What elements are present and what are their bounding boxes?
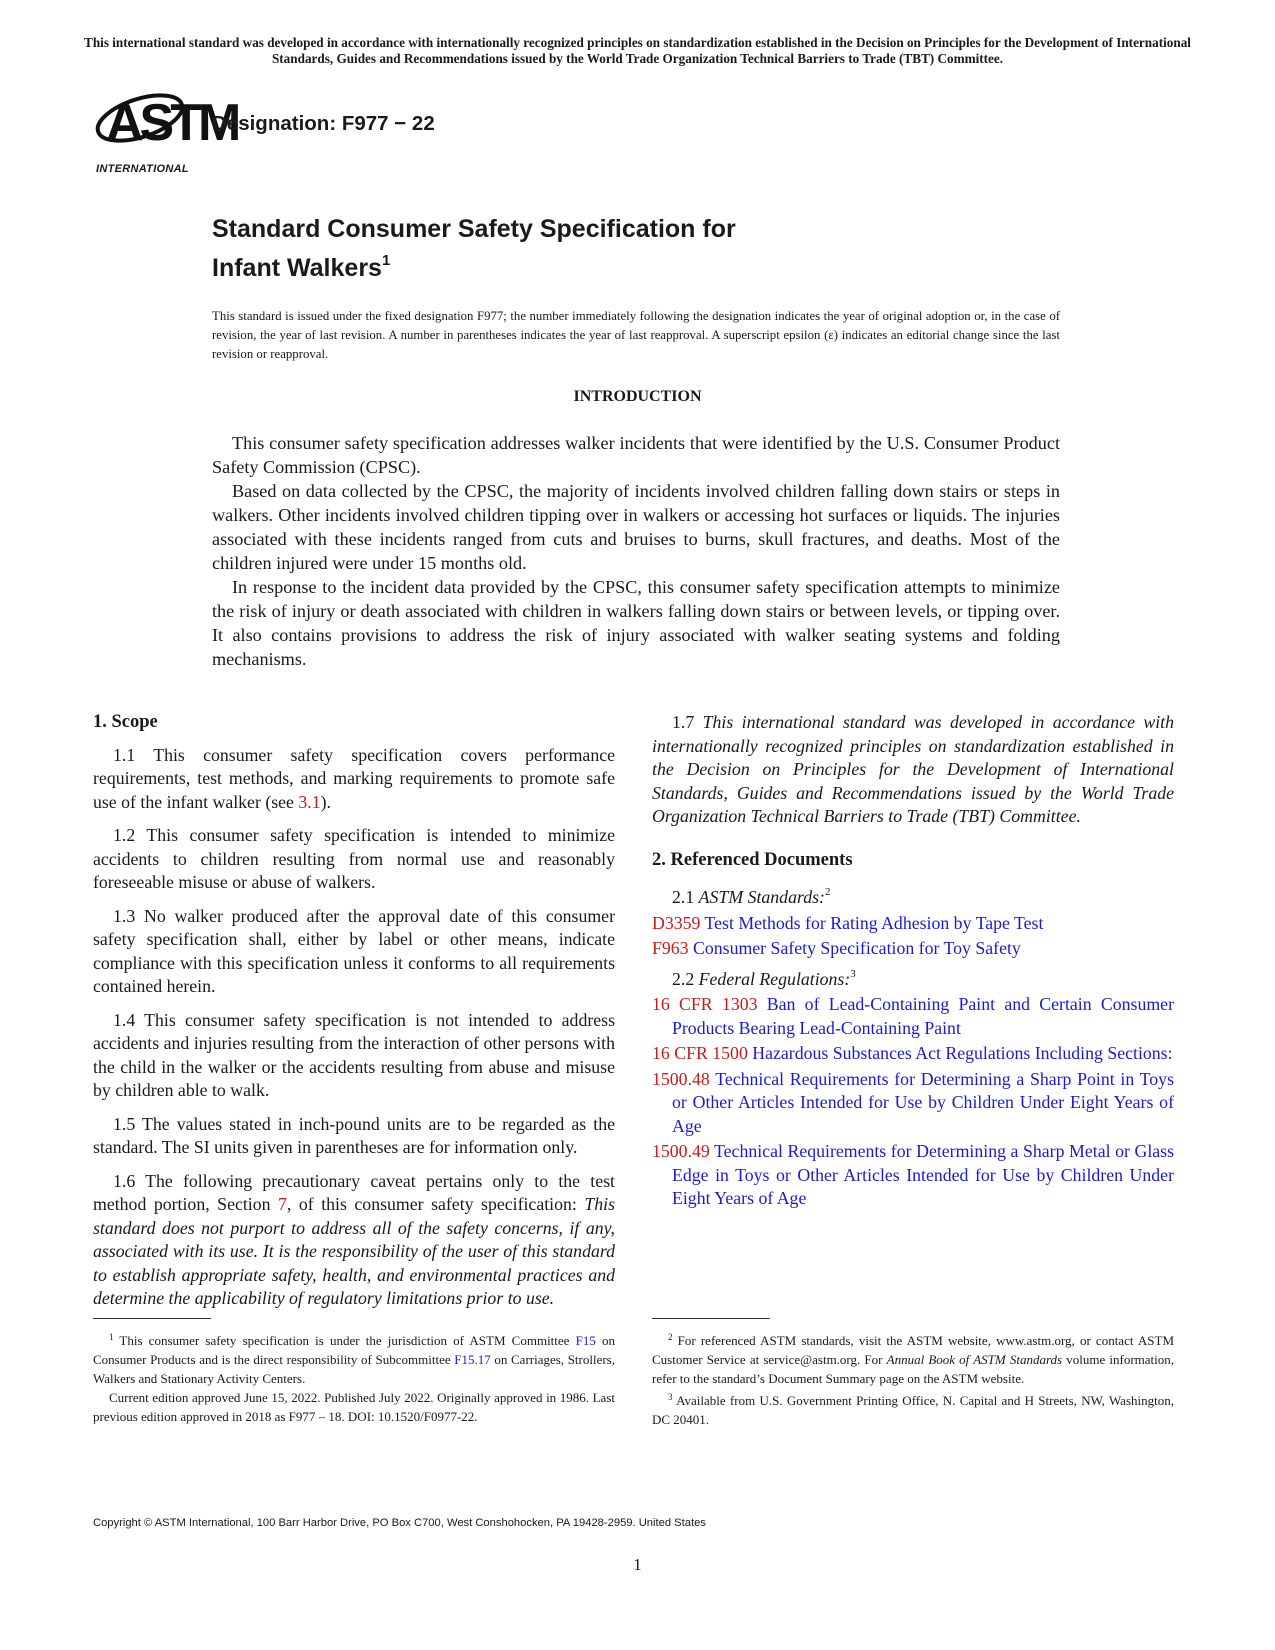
footnote-1: $^1$ This consumer safety specification is under the jurisdiction of ASTM Committee F15 on Consumer Products and is the direct responsibility of Subcommittee F15.17 on Carriages, Strollers, Walkers and Stationary Activity Centers.	[93, 1332, 615, 1386]
issued-note: This standard is issued under the fixed designation F977; the number immediately following the designation indicates the year of original adoption or, in the case of revision, the year of last revision. A number in parentheses indicates the year of last reapproval. A superscript epsilon (ε) indicates an editorial change since the last revision or reapproval.	[212, 309, 1060, 361]
ref-16cfr1303[interactable]: 16 CFR 1303 Ban of Lead-Containing Paint and Certain Consumer Products Bearing Lead-Containing Paint	[652, 994, 1174, 1038]
ref-1500-49[interactable]: 1500.49 Technical Requirements for Determining a Sharp Metal or Glass Edge in Toys or Other Articles Intended for Use by Children Under Eight Years of Age	[652, 1141, 1174, 1208]
scope-1-7: 1.7 This international standard was developed in accordance with internationally recognized principles on standardization established in the Decision on Principles for the Development of International Standards, Guides and Recommendations issued by the World Trade Organization Technical Barriers to Trade (TBT) Committee.	[652, 712, 1175, 826]
title-line-2: Infant Walkers$^1$	[212, 252, 391, 282]
footnote-rule-right	[652, 1318, 770, 1319]
footnote-2: $^2$ For referenced ASTM standards, visit the ASTM website, www.astm.org, or contact ASTM Customer Service at service@astm.org. For Annual Book of ASTM Standards volume information, refer to the standard’s Document Summary page on the ASTM website.	[652, 1332, 1174, 1386]
footnote-rule-left	[93, 1318, 211, 1319]
ref-16cfr1500[interactable]: 16 CFR 1500 Hazardous Substances Act Regulations Including Sections:	[652, 1043, 1173, 1063]
scope-1-6: 1.6 The following precautionary caveat pertains only to the test method portion, Section 7, of this consumer safety specification: This standard does not purport to address all of the safety concerns, if any, associated with its use. It is the responsibility of the user of this standard to establish appropriate safety, health, and environmental practices and determine the applicability of regulatory limitations prior to use.	[93, 1170, 615, 1308]
logo-letters: ASTM	[106, 94, 238, 152]
wto-notice: This international standard was developed in accordance with internationally recognized principles on standardization established in the Decision on Principles for the Development of International Standards, Guides and Recommendations issued by the World Trade Organization Technical Barriers to Trade (TBT) Committee.	[84, 35, 1191, 66]
scope-1-2: 1.2 This consumer safety specification is intended to minimize accidents to children resulting from normal use and reasonably foreseeable misuse or abuse of walkers.	[93, 825, 615, 892]
ref-1500-48[interactable]: 1500.48 Technical Requirements for Determining a Sharp Point in Toys or Other Articles Intended for Use by Children Under Eight Years of Age	[652, 1068, 1174, 1136]
ref-f963[interactable]: F963 Consumer Safety Specification for Toy Safety	[652, 938, 1021, 958]
scope-1-3: 1.3 No walker produced after the approval date of this consumer safety specification shall, either by label or other means, indicate compliance with this specification unless it conforms to all requirements contained herein.	[93, 905, 615, 996]
footnotes-left	[93, 1328, 615, 1426]
left-column	[93, 711, 615, 1321]
title-line-1: Standard Consumer Safety Specification for	[212, 215, 736, 243]
logo-caption: INTERNATIONAL	[96, 163, 189, 175]
federal-regulations-label: 2.2 Federal Regulations:$^3$	[672, 967, 856, 989]
footnote-1-edition: Current edition approved June 15, 2022. Published July 2022. Originally approved in 1986. Last previous edition approved in 2018 as F977 – 18. DOI: 10.1520/F0977-22.	[93, 1390, 615, 1424]
section-7-link[interactable]: 7	[278, 1194, 287, 1214]
introduction-heading: INTRODUCTION	[573, 388, 702, 405]
title-footnote-mark: 1	[381, 252, 391, 269]
intro-paragraph-3: In response to the incident data provided by the CPSC, this consumer safety specification attempts to minimize the risk of injury or death associated with children in walkers falling down stairs or between levels, or tipping over. It also contains provisions to address the risk of injury associated with walker seating systems and folding mechanisms.	[212, 577, 1060, 669]
footnote-3: $^3$ Available from U.S. Government Printing Office, N. Capital and H Streets, NW, Washington, DC 20401.	[652, 1392, 1174, 1427]
scope-heading: 1. Scope	[93, 712, 158, 732]
intro-paragraph-1: This consumer safety specification addresses walker incidents that were identified by the U.S. Consumer Product Safety Commission (CPSC).	[212, 433, 1060, 477]
footnotes-right	[652, 1328, 1174, 1429]
astm-standards-label: 2.1 ASTM Standards:$^2$	[672, 886, 831, 907]
scope-1-5: 1.5 The values stated in inch-pound units are to be regarded as the standard. The SI units given in parentheses are for information only.	[93, 1113, 615, 1157]
f15-17-link[interactable]: F15.17	[454, 1352, 491, 1367]
ref-d3359[interactable]: D3359 Test Methods for Rating Adhesion by Tape Test	[652, 912, 1044, 933]
introduction-body	[212, 431, 1060, 671]
right-column	[652, 711, 1174, 1213]
page-title	[212, 214, 736, 284]
caveat-text: This standard does not purport to address all of the safety concerns, if any, associated with its use. It is the responsibility of the user of this standard to establish appropriate safety, health, and environmental practices and determine the applicability of regulatory limitations prior to use.	[93, 1194, 615, 1308]
f15-link[interactable]: F15	[575, 1333, 596, 1348]
referenced-heading: 2. Referenced Documents	[652, 849, 853, 870]
page-number: 1	[633, 1555, 642, 1574]
section-3-1-link[interactable]: 3.1	[298, 791, 321, 812]
scope-1-4: 1.4 This consumer safety specification is not intended to address accidents and injuries resulting from the interaction of other persons with the child in the walker or the accidents resulting from abuse and misuse by children able to walk.	[93, 1009, 615, 1100]
intro-paragraph-2: Based on data collected by the CPSC, the majority of incidents involved children falling down stairs or steps in walkers. Other incidents involved children tipping over in walkers or accessing hot surfaces or liquids. The injuries associated with these incidents ranged from cuts and bruises to burns, skull fractures, and deaths. Most of the children injured were under 15 months old.	[212, 481, 1060, 573]
designation: Designation: F977 − 22	[212, 112, 435, 135]
scope-1-1: 1.1 This consumer safety specification covers performance requirements, test methods, and marking requirements to promote safe use of the infant walker (see 3.1).	[93, 744, 615, 812]
astm-logo-icon	[92, 84, 238, 164]
copyright: Copyright © ASTM International, 100 Barr Harbor Drive, PO Box C700, West Conshohocken, PA 19428-2959. United States	[93, 1517, 706, 1529]
